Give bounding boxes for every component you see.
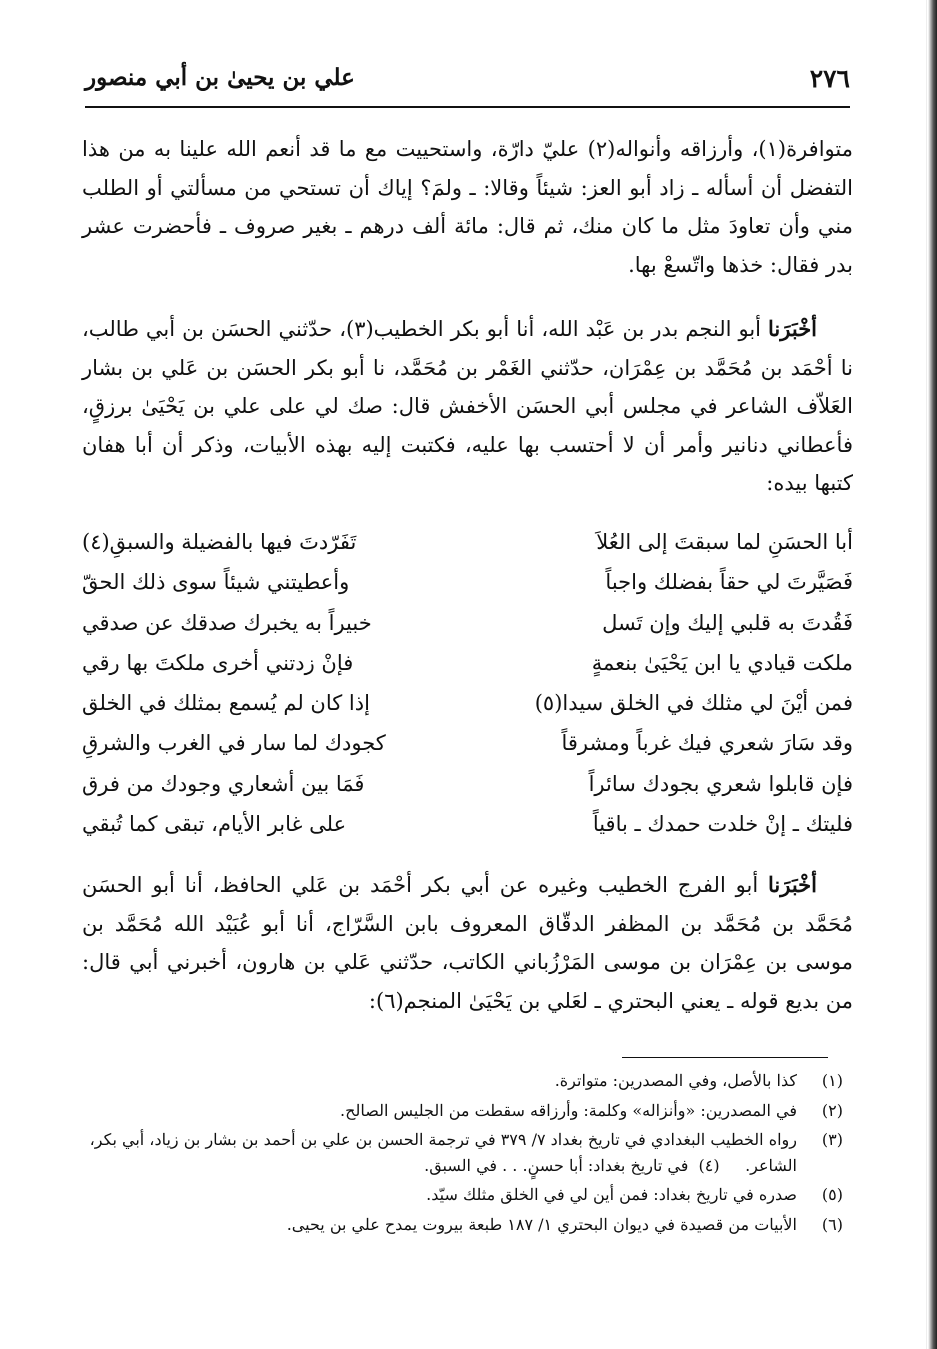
footnote-number: (٥) [821,1185,843,1204]
verse-second-hemistich: فَمَا بين أشعاري وجودك من فرق [82,771,365,796]
running-title: علي بن يحيىٰ بن أبي منصور [85,64,355,91]
poem-verse [82,643,853,683]
poem-verse [82,603,853,643]
verse-first-hemistich: فمن أيْنَ لي مثلك في الخلق سيدا(٥) [534,691,853,716]
header-rule [85,106,850,108]
footnote-number: (٢) [821,1100,843,1120]
poem-verse [82,562,853,602]
paragraph-text: أبو النجم بدر بن عَبْد الله، أنا أبو بكر الخطيب(٣)، حدّثني الحسَن بن أبي طالب، نا أحْمَد بن مُحَمَّد بن عِمْرَان، حدّثني الغَمْر بن مُحَمَّد، نا أبو بكر الحسَن بن عَلي بن بشار العَلاّف الشاعر في مجلس أبي الحسَن الأخفش قال: صك لي على علي بن يَحْيَىٰ برزقٍ، فأعطاني دنانير وأمر أن لا أحتسب بها عليه، فكتبت إليه بهذه الأبيات، وذكر أن أبا هفان كتبها بيده: [82,317,853,495]
footnote [82,1182,843,1208]
footnote [82,1212,843,1238]
narration-keyword: أخْبَرَنا [768,316,818,341]
footnotes [82,1068,843,1241]
verse-first-hemistich: فليتك ـ إنْ خلدت حمدك ـ باقياً [592,812,853,837]
page-header [85,52,850,108]
poem-verse [82,764,853,804]
paragraph-text: أبو الفرج الخطيب وغيره عن أبي بكر أحْمَد بن عَلي الحافظ، أنا أبو الحسَن مُحَمَّد بن مُحَمَّد بن المظفر الدقّاق المعروف بابن السَّرّاج، أنا أبو عُبَيْد الله مُحَمَّد بن موسى بن عِمْرَان بن موسى المَرْزُباني الكاتب، حدّثني عَلي بن هارون، أخبرني أبي قال: من بديع قوله ـ يعني البحتري ـ لعَلي بن يَحْيَىٰ المنجم(٦): [82,873,853,1013]
book-spine-shadow [928,0,937,1349]
poem-verse [82,804,853,844]
scan-edge-line [926,0,927,1349]
footnote-number: (١) [821,1071,843,1090]
poem-verse [82,522,853,562]
verse-second-hemistich: على غابر الأيام، تبقى كما تُبقي [82,812,347,837]
verse-first-hemistich: فَصَيَّرتَ لي حقاً بفضلك واجباً [605,570,853,595]
verse-first-hemistich: وقد سَارَ شعري فيك غرباً ومشرقاً [561,731,853,756]
verse-second-hemistich: إذا كان لم يُسمع بمثلك في الخلق [82,691,370,716]
poem-verse [82,723,853,763]
footnote-text: صدره في تاريخ بغداد: فمن أين لي في الخلق مثلك سيّد. [426,1185,797,1204]
paragraph-continuation [82,130,853,284]
paragraph-text: متوافرة(١)، وأرزاقه وأنواله(٢) عليّ دارّة، واستحييت مع ما قد أنعم الله علينا به من هذا التفضل أن أسأله ـ زاد أبو العز: شيئاً وقالا: ـ ولمَ؟ إياك أن تستحي من مسألتي أو الطلب مني وأن تعاودَ مثل ما كان منك، ثم قال: مائة ألف درهم ـ بغير صروف ـ فأحضرت عشر بدر فقال: خذها واتّسعْ بها. [82,137,853,277]
poem-verse [82,683,853,723]
footnote-number: (٣) [821,1130,843,1149]
footnote [82,1127,843,1178]
footnote-rule [622,1057,828,1058]
poem [82,522,853,844]
paragraph-isnad-2 [82,866,853,1020]
footnote-text: في المصدرين: «وأنزاله» وكلمة: وأرزاقه سقطت من الجليس الصالح. [340,1100,797,1120]
verse-first-hemistich: ملكت قيادي يا ابن يَحْيَىٰ بنعمةٍ [591,650,853,675]
verse-second-hemistich: كجودك لما سار في الغرب والشرقِ [82,731,386,756]
verse-second-hemistich: وأعطيتني شيئاً سوى ذلك الحقّ [82,570,350,595]
paragraph-block-1 [82,130,853,284]
footnote [82,1068,843,1094]
narration-keyword: أخْبَرَنا [768,872,817,897]
footnote [82,1098,843,1124]
verse-first-hemistich: أبا الحسَنِ لما سبقتَ إلى العُلاَ [596,530,853,554]
verse-first-hemistich: فإن قابلوا شعري بجودك سائراً [588,771,853,796]
verse-second-hemistich: فإنْ زدتني أخرى ملكتَ بها رقي [82,650,354,675]
paragraph-isnad-1 [82,310,853,503]
footnote-text: كذا بالأصل، وفي المصدرين: متواترة. [554,1071,797,1090]
verse-second-hemistich: تَفَرّدتَ فيها بالفضيلة والسبقِ(٤) [82,530,357,554]
footnote-text: الأبيات من قصيدة في ديوان البحتري ١/ ١٨٧ طبعة بيروت يمدح علي بن يحيى. [286,1214,797,1234]
footnote-number: (٦) [821,1214,843,1234]
paragraph-block-2 [82,310,853,503]
paragraph-block-3 [82,866,853,1020]
page-number: ٢٧٦ [809,64,850,93]
verse-first-hemistich: فَقُدتَ به قلبي إليك وإن تَسل [602,610,853,635]
verse-second-hemistich: خبيراً به يخبرك صدقك عن صدقي [82,610,372,635]
footnote-text: رواه الخطيب البغدادي في تاريخ بغداد ٧/ ٣٧٩ في ترجمة الحسن بن علي بن أحمد بن بشار بن زياد، أبي بكر، الشاعر. (٤) في تاريخ بغداد: أبا حسنٍ. . . في السبق. [84,1130,797,1175]
